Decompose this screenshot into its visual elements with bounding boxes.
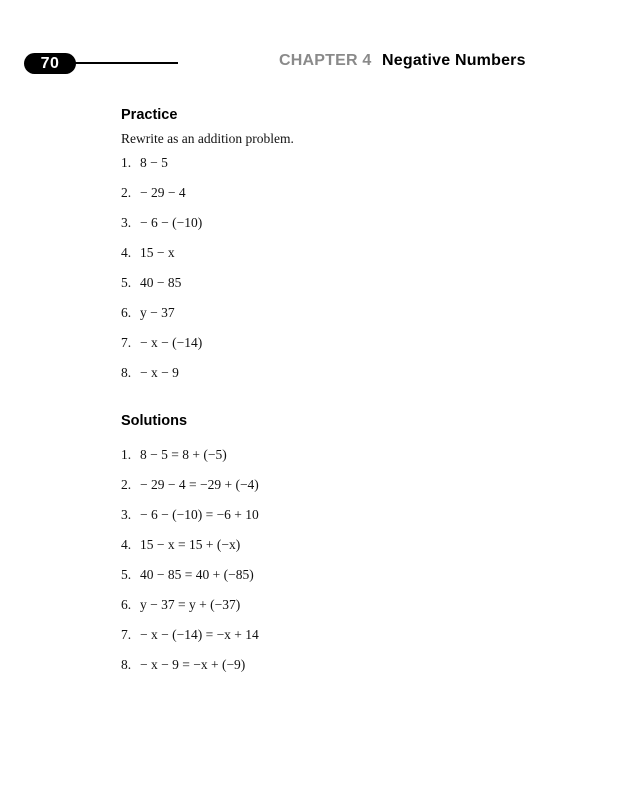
item-number: 1.	[121, 447, 132, 462]
item-expression: 8 − 5 = 8 + (−5)	[140, 447, 227, 462]
solution-item	[121, 477, 259, 507]
item-expression: 8 − 5	[140, 155, 168, 170]
practice-heading: Practice	[121, 107, 178, 123]
item-expression: − 6 − (−10) = −6 + 10	[140, 507, 259, 522]
item-expression: − x − (−14) = −x + 14	[140, 627, 259, 642]
solution-item	[121, 447, 259, 477]
item-number: 5.	[121, 275, 132, 290]
item-number: 2.	[121, 477, 132, 492]
item-number: 2.	[121, 185, 132, 200]
item-number: 4.	[121, 537, 132, 552]
chapter-label: CHAPTER 4	[279, 52, 372, 69]
practice-item	[121, 185, 202, 215]
header-rule	[70, 62, 178, 64]
solutions-list	[121, 447, 259, 687]
practice-item	[121, 305, 202, 335]
item-expression: − 29 − 4 = −29 + (−4)	[140, 477, 259, 492]
solution-item	[121, 627, 259, 657]
solution-item	[121, 507, 259, 537]
item-expression: y − 37 = y + (−37)	[140, 597, 241, 612]
item-number: 1.	[121, 155, 132, 170]
chapter-title: Negative Numbers	[382, 52, 526, 69]
item-number: 8.	[121, 657, 132, 672]
practice-list	[121, 155, 202, 395]
practice-item	[121, 335, 202, 365]
item-expression: y − 37	[140, 305, 175, 320]
item-expression: 40 − 85	[140, 275, 182, 290]
item-number: 6.	[121, 305, 132, 320]
item-expression: 15 − x = 15 + (−x)	[140, 537, 241, 552]
practice-item	[121, 245, 202, 275]
solution-item	[121, 597, 259, 627]
item-number: 3.	[121, 215, 132, 230]
practice-item	[121, 275, 202, 305]
item-number: 5.	[121, 567, 132, 582]
solution-item	[121, 657, 259, 687]
practice-item	[121, 215, 202, 245]
item-expression: 15 − x	[140, 245, 175, 260]
practice-item	[121, 365, 202, 395]
solution-item	[121, 567, 259, 597]
item-number: 8.	[121, 365, 132, 380]
practice-instruction: Rewrite as an addition problem.	[121, 131, 294, 146]
item-expression: − x − 9	[140, 365, 179, 380]
item-number: 6.	[121, 597, 132, 612]
item-expression: 40 − 85 = 40 + (−85)	[140, 567, 254, 582]
item-expression: − 29 − 4	[140, 185, 186, 200]
item-number: 7.	[121, 335, 132, 350]
item-expression: − 6 − (−10)	[140, 215, 203, 230]
page-number-badge: 70	[24, 53, 76, 74]
item-expression: − x − (−14)	[140, 335, 203, 350]
solutions-heading: Solutions	[121, 413, 188, 429]
item-number: 7.	[121, 627, 132, 642]
item-number: 4.	[121, 245, 132, 260]
item-expression: − x − 9 = −x + (−9)	[140, 657, 246, 672]
practice-item	[121, 155, 202, 185]
item-number: 3.	[121, 507, 132, 522]
solution-item	[121, 537, 259, 567]
page-header	[0, 0, 635, 90]
